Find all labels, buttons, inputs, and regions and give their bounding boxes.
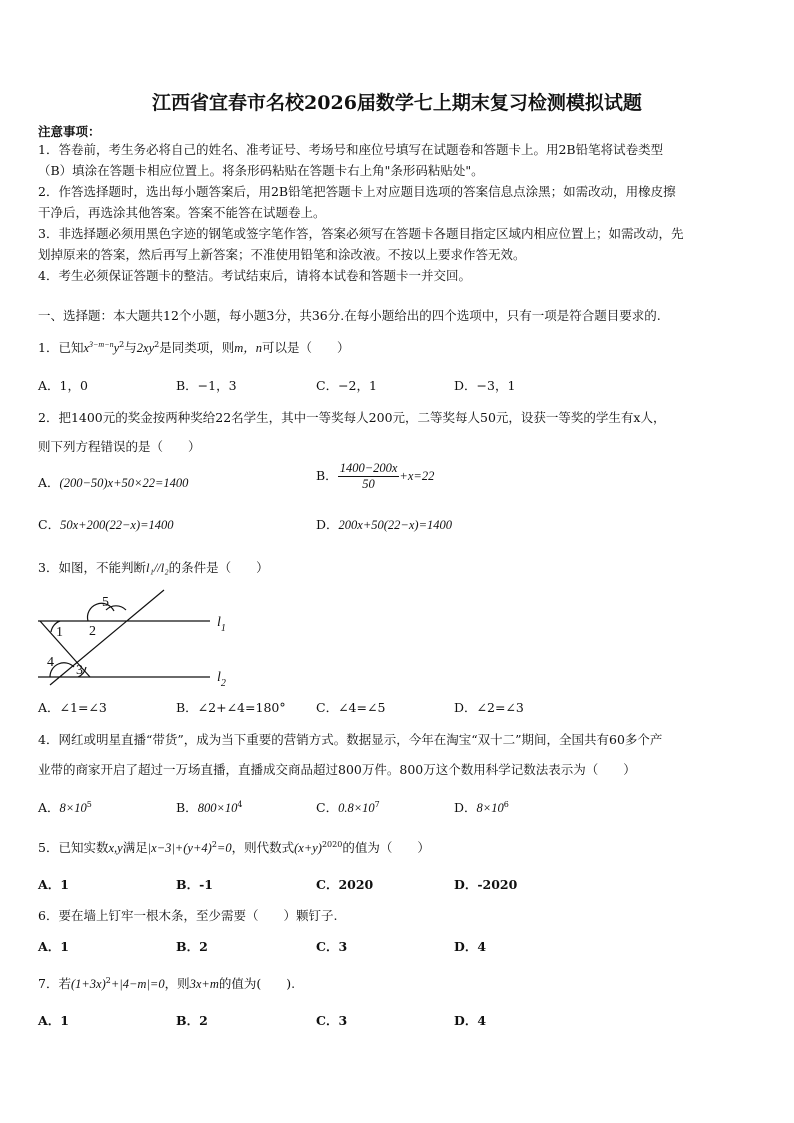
q7-option-c: C．3 (316, 1013, 348, 1028)
notice-line: 2．作答选择题时，选出每小题答案后，用2B铅笔把答题卡上对应题目选项的答案信息点涂黑；如需改动，用橡皮擦 (38, 184, 676, 199)
q1-exp1: 3−m−n (89, 339, 114, 349)
q4-d-exp: 6 (503, 799, 509, 809)
q2-d-label: D． (316, 517, 339, 532)
line-l2-label (217, 670, 226, 689)
q2-b-tail: +x=22 (399, 469, 435, 483)
q5-vars: x,y (108, 841, 123, 855)
q1-prefix: 1．已知 (38, 340, 84, 355)
line-l2-letter: l (217, 670, 221, 685)
q1-vars: m，n (234, 341, 263, 355)
line-l1-label (217, 615, 226, 634)
q3-post: 的条件是（ ） (168, 560, 269, 575)
q7-option-a: A．1 (38, 1013, 69, 1028)
q7-prefix: 7．若 (38, 976, 71, 991)
q5-expression-exp: 2020 (321, 839, 343, 849)
q4-a-base: 8×10 (59, 801, 87, 815)
q2-option-b (316, 461, 434, 492)
q5-condition-tail: =0 (216, 841, 232, 855)
q7-condition: (1+3x) (70, 977, 106, 991)
angle-4-label: 4 (47, 655, 54, 670)
angle-5-arc (106, 606, 126, 610)
q4-a-label: A． (38, 800, 60, 815)
notice-line: 1．答卷前，考生务必将自己的姓名、准考证号、考场号和座位号填写在试题卷和答题卡上。用2B铅笔将试卷类型 (38, 142, 664, 157)
q7-option-b: B．2 (176, 1013, 208, 1028)
q3-relation: l₁//l₂ (145, 561, 169, 575)
q1-base1: x (83, 341, 90, 355)
notice-heading: 注意事项： (38, 124, 101, 139)
line-l2-subscript: 2 (220, 678, 226, 689)
q6-option-d: D．4 (454, 939, 487, 954)
q4-option-b (176, 798, 242, 816)
q2-a-label: A． (38, 475, 60, 490)
q3-option-a: A．∠1=∠3 (38, 700, 107, 715)
q6-option-b: B．2 (176, 939, 208, 954)
q7-condition-tail: +|4−m|=0 (110, 977, 165, 991)
q4-option-d (454, 798, 509, 816)
q5-mid: 满足 (122, 840, 148, 855)
question-5 (38, 838, 430, 856)
page-title: 江西省宜春市名校2026届数学七上期末复习检测模拟试题 (152, 92, 642, 114)
q4-option-a (38, 798, 92, 816)
q2-option-c (38, 515, 174, 533)
question-2-line2: 则下列方程错误的是（ ） (38, 439, 201, 454)
q4-b-label: B． (176, 800, 198, 815)
q7-expression: 3x+m (189, 977, 219, 991)
q5-expression: (x+y) (294, 841, 322, 855)
q4-b-base: 800×10 (197, 801, 238, 815)
q4-c-exp: 7 (374, 799, 380, 809)
q1-exp3: 2 (154, 339, 160, 349)
q4-option-c (316, 798, 380, 816)
q5-condition: |x−3|+(y+4) (147, 841, 212, 855)
angle-3-label: 3 (76, 663, 83, 678)
q5-option-b: B．-1 (176, 877, 213, 892)
q1-option-a: A．1，0 (38, 378, 88, 393)
q4-d-base: 8×10 (476, 801, 504, 815)
q5-prefix: 5．已知实数 (38, 840, 109, 855)
q4-c-label: C． (316, 800, 339, 815)
question-7 (38, 974, 295, 992)
question-4-line1: 4．网红或明星直播“带货”，成为当下重要的营销方式。数据显示，今年在淘宝“双十二”期间，全国共有60多个产 (38, 732, 663, 747)
question-2-line1: 2．把1400元的奖金按两种奖给22名学生，其中一等奖每人200元，二等奖每人50元，设获一等奖的学生有x人， (38, 410, 666, 425)
notice-line: （B）填涂在答题卡相应位置上。将条形码粘贴在答题卡右上角"条形码粘贴处"。 (38, 163, 484, 178)
q2-b-numerator: 1400−200x (339, 461, 398, 475)
line-l1-subscript: 1 (220, 623, 226, 634)
q5-mid2: ，则代数式 (231, 840, 295, 855)
q3-option-d: D．∠2=∠3 (454, 700, 524, 715)
question-1 (38, 338, 350, 356)
q2-a-expr: (200−50)x+50×22=1400 (59, 476, 189, 490)
question-3 (38, 558, 269, 576)
q4-a-exp: 5 (86, 799, 92, 809)
q1-mid: 与 (124, 340, 137, 355)
q1-post: 是同类项，则 (159, 340, 235, 355)
q5-condition-exp: 2 (211, 839, 217, 849)
notice-line: 4．考生必须保证答题卡的整洁。考试结束后，请将本试卷和答题卡一并交回。 (38, 268, 471, 283)
q5-post: 的值为（ ） (342, 840, 430, 855)
angle-2-arc (88, 603, 114, 621)
q2-c-expr: 50x+200(22−x)=1400 (60, 518, 174, 532)
q4-d-label: D． (454, 800, 477, 815)
q1-option-c: C．−2，1 (316, 378, 377, 393)
q7-condition-exp: 2 (105, 975, 111, 985)
q3-option-b: B．∠2+∠4=180° (176, 700, 286, 715)
q1-option-d: D．−3，1 (454, 378, 516, 393)
angle-5-label: 5 (102, 595, 109, 610)
question-6: 6．要在墙上钉牢一根木条，至少需要（ ）颗钉子. (38, 908, 338, 923)
q7-post: 的值为( ). (218, 976, 296, 991)
q5-option-d: D．-2020 (454, 877, 518, 892)
notice-line: 干净后，再选涂其他答案。答案不能答在试题卷上。 (38, 205, 326, 220)
q2-b-denominator: 50 (362, 477, 375, 491)
q1-tail: 可以是（ ） (262, 340, 350, 355)
q3-prefix: 3．如图，不能判断 (38, 560, 146, 575)
angle-1-label: 1 (56, 625, 63, 640)
q2-d-expr: 200x+50(22−x)=1400 (338, 518, 453, 532)
q4-b-exp: 4 (237, 799, 243, 809)
q1-term2: 2xy (136, 341, 155, 355)
q1-exp2: 2 (119, 339, 125, 349)
q2-option-a (38, 473, 188, 491)
q5-option-a: A．1 (38, 877, 69, 892)
q6-option-c: C．3 (316, 939, 348, 954)
q2-b-label: B． (316, 468, 338, 483)
q2-b-fraction (338, 461, 400, 492)
q3-option-c: C．∠4=∠5 (316, 700, 386, 715)
line-l1-letter: l (217, 615, 221, 630)
q6-option-a: A．1 (38, 939, 69, 954)
q1-base2: y (113, 341, 120, 355)
angle-2-label: 2 (89, 624, 96, 639)
q1-option-b: B．−1，3 (176, 378, 237, 393)
q2-c-label: C． (38, 517, 61, 532)
notice-line: 3．非选择题必须用黑色字迹的钢笔或签字笔作答，答案必须写在答题卡各题目指定区域内相应位置上；如需改动，先 (38, 226, 684, 241)
q2-option-d (316, 515, 452, 533)
parallel-lines-figure (34, 588, 244, 690)
section-heading: 一、选择题：本大题共12个小题，每小题3分，共36分.在每小题给出的四个选项中，只有一项是符合题目要求的. (38, 308, 661, 323)
notice-line: 划掉原来的答案，然后再写上新答案；不准使用铅笔和涂改液。不按以上要求作答无效。 (38, 247, 526, 262)
q4-c-base: 0.8×10 (338, 801, 375, 815)
q7-option-d: D．4 (454, 1013, 487, 1028)
q7-mid: ，则 (164, 976, 190, 991)
q5-option-c: C．2020 (316, 877, 374, 892)
question-4-line2: 业带的商家开启了超过一万场直播，直播成交商品超过800万件。800万这个数用科学记数法表示为（ ） (38, 762, 636, 777)
